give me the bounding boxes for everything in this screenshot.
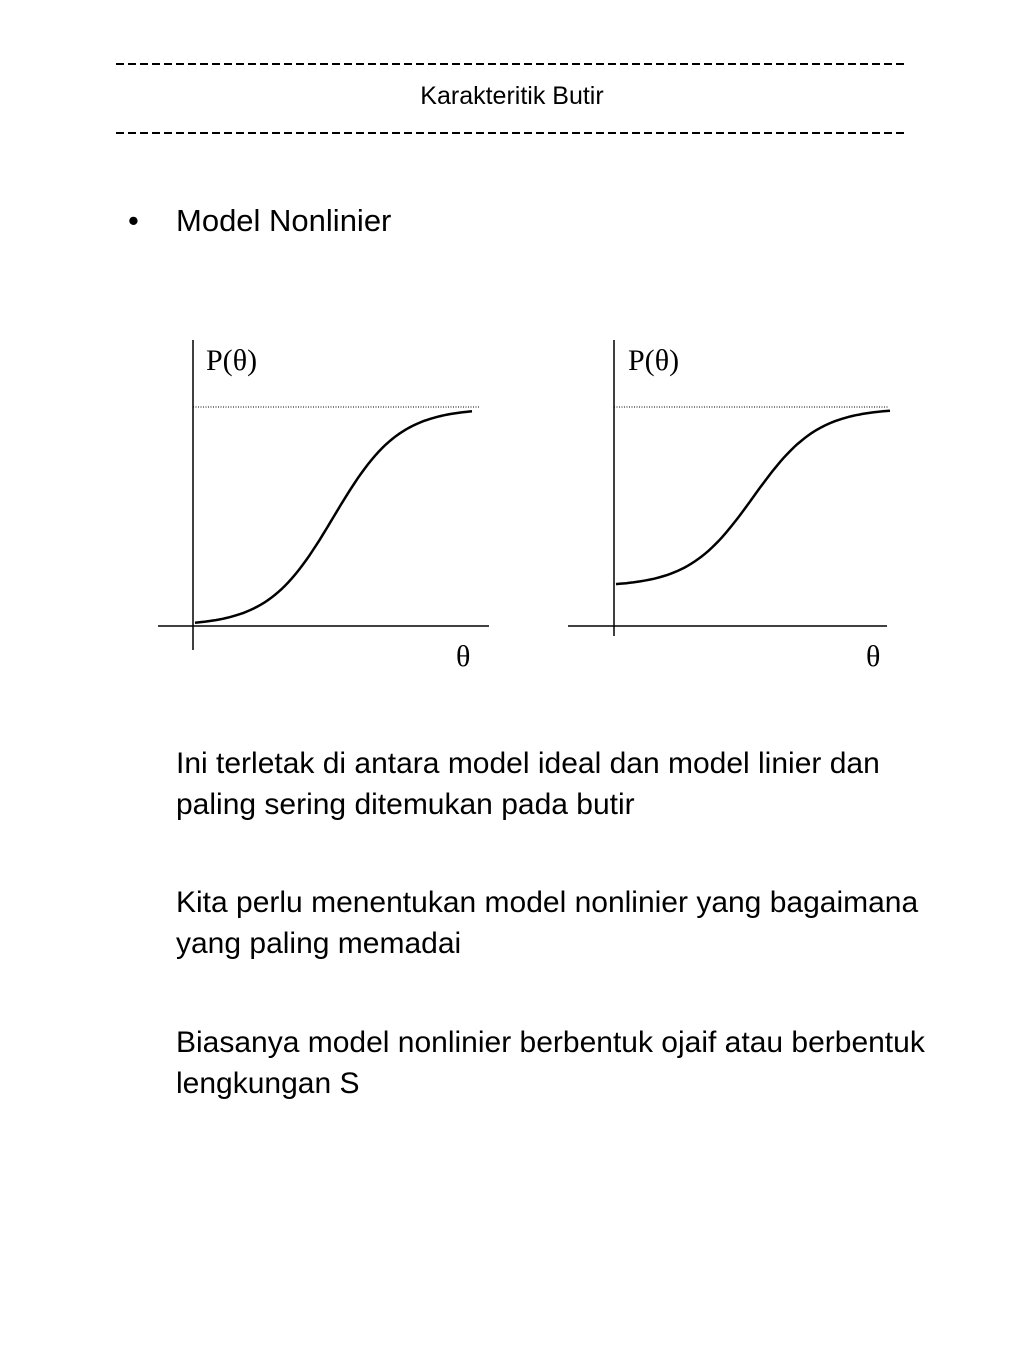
- paragraph-1: Ini terletak di antara model ideal dan model linier dan paling sering ditemukan pada butir: [176, 747, 880, 821]
- y-axis-label-theta: θ: [654, 344, 670, 377]
- y-axis-label: [206, 344, 257, 377]
- y-axis-label-suffix: ): [669, 344, 680, 377]
- y-axis-label-theta: θ: [232, 344, 248, 377]
- bullet-symbol: •: [128, 203, 139, 238]
- icc-curve: [195, 411, 472, 622]
- chart-right-svg: [560, 330, 900, 680]
- paragraph-2: Kita perlu menentukan model nonlinier yang bagaimana yang paling memadai: [176, 886, 919, 960]
- bullet-text: Model Nonlinier: [176, 203, 392, 238]
- y-axis-label-suffix: ): [247, 344, 258, 377]
- header-dash-line-bottom: [116, 132, 908, 134]
- y-axis-label-prefix: P(: [628, 344, 655, 377]
- y-axis-label: [628, 344, 679, 377]
- x-axis-label: θ: [456, 640, 471, 673]
- icc-curve: [616, 411, 890, 584]
- header-dash-line-top: [116, 63, 908, 65]
- chart-left: [150, 330, 490, 680]
- y-axis-label-prefix: P(: [206, 344, 233, 377]
- page-title: Karakteritik Butir: [420, 82, 604, 110]
- paragraph-3: Biasanya model nonlinier berbentuk ojaif atau berbentuk lengkungan S: [176, 1026, 925, 1100]
- x-axis-label: θ: [866, 640, 881, 673]
- chart-left-svg: [150, 330, 490, 680]
- bullet-item: [128, 203, 391, 239]
- chart-right: [560, 330, 900, 680]
